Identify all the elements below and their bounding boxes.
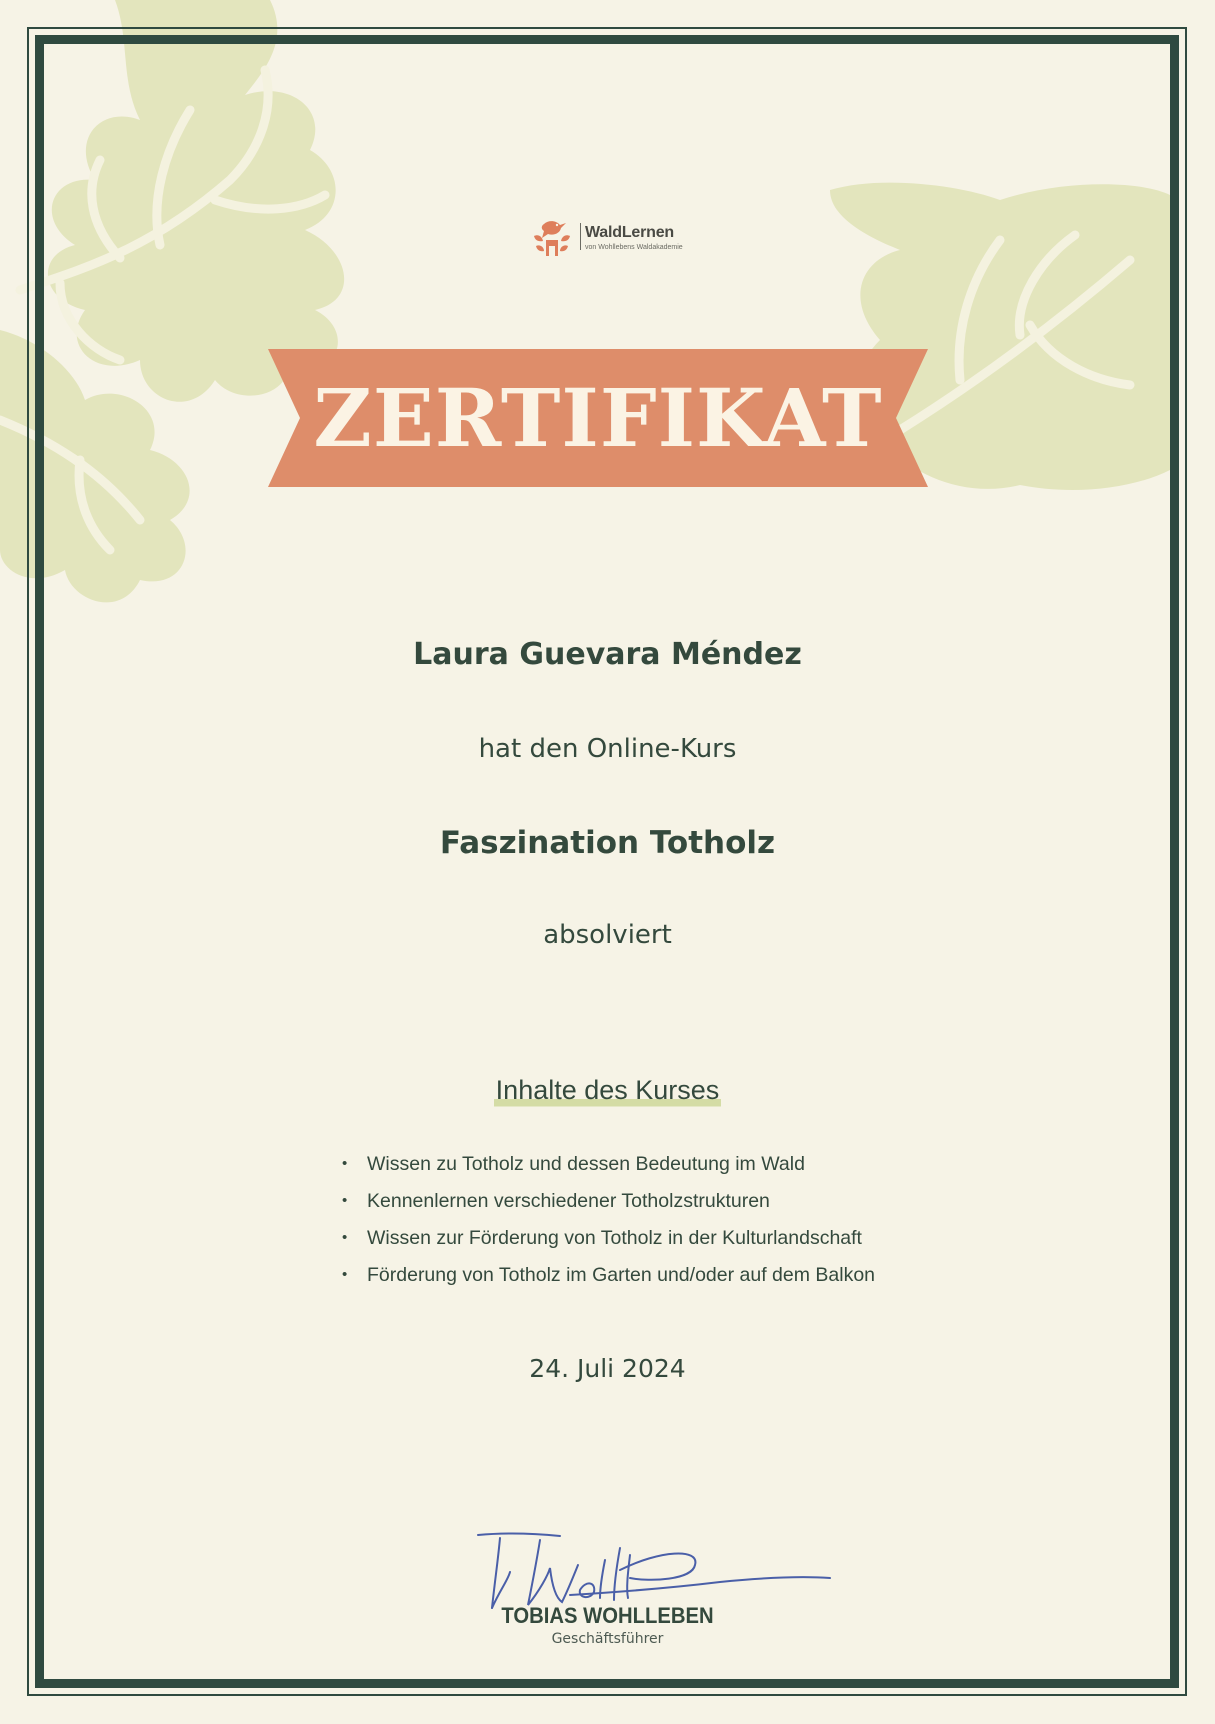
bird-on-tree-icon	[530, 216, 574, 258]
completion-text: absolviert	[543, 920, 672, 950]
waldlernen-logo	[530, 214, 690, 260]
logo-divider	[580, 223, 581, 250]
contents-list	[338, 1150, 958, 1298]
certificate-date: 24. Juli 2024	[529, 1354, 686, 1383]
signatory-name: TOBIAS WOHLLEBEN	[501, 1603, 714, 1628]
logo-name: WaldLernen	[585, 224, 674, 241]
signature	[470, 1530, 840, 1610]
signatory-role: Geschäftsführer	[551, 1631, 664, 1647]
contents-heading-wrapper	[0, 1075, 1215, 1108]
list-item: • Wissen zur Förderung von Totholz in der Kulturlandschaft	[338, 1224, 958, 1261]
certificate-title: ZERTIFIKAT	[313, 371, 883, 465]
logo-subtitle: von Wohllebens Waldakademie	[585, 244, 683, 251]
list-item: • Förderung von Totholz im Garten und/oder auf dem Balkon	[338, 1261, 958, 1298]
contents-heading: Inhalte des Kurses	[494, 1075, 722, 1108]
recipient-name: Laura Guevara Méndez	[413, 637, 802, 672]
list-item: • Wissen zu Totholz und dessen Bedeutung im Wald	[338, 1150, 958, 1187]
inner-border	[35, 35, 1179, 1688]
course-title: Faszination Totholz	[439, 825, 776, 861]
list-item: • Kennenlernen verschiedener Totholzstrukturen	[338, 1187, 958, 1224]
intro-text: hat den Online-Kurs	[478, 734, 737, 764]
